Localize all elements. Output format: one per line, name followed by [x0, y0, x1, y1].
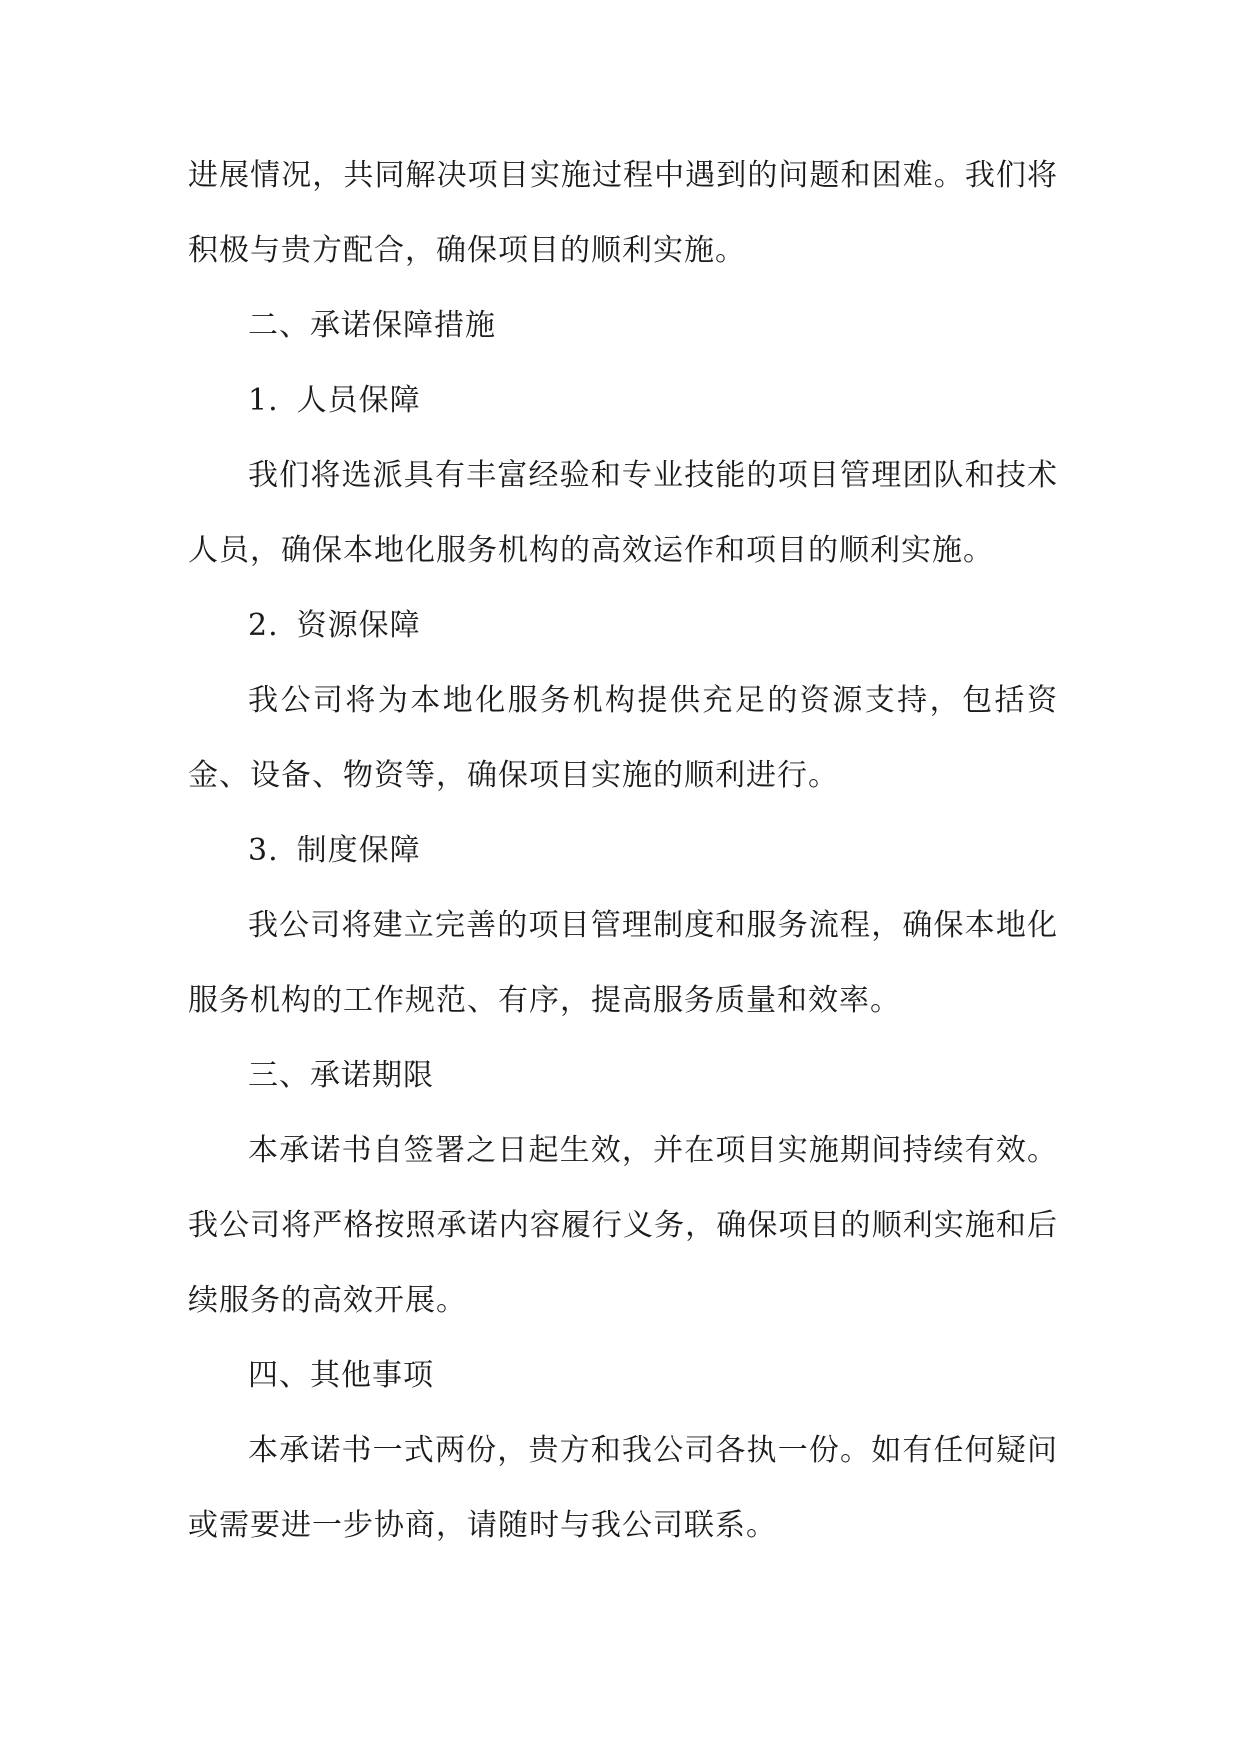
item-2-title: 资源保障 — [296, 608, 421, 643]
item-1-title: 人员保障 — [296, 383, 421, 418]
item-1-heading — [188, 363, 1058, 438]
section-4-heading: 四、其他事项 — [248, 1358, 434, 1393]
item-3-number: 3. — [248, 833, 279, 868]
continuation-paragraph: 进展情况，共同解决项目实施过程中遇到的问题和困难。我们将积极与贵方配合，确保项目的顺利实施。 — [188, 158, 1058, 268]
item-2-body: 我公司将为本地化服务机构提供充足的资源支持，包括资金、设备、物资等，确保项目实施的顺利进行。 — [188, 683, 1058, 793]
section-2-heading: 二、承诺保障措施 — [248, 308, 496, 343]
item-3-heading — [188, 813, 1058, 888]
item-3-title: 制度保障 — [296, 833, 421, 868]
section-3-body: 本承诺书自签署之日起生效，并在项目实施期间持续有效。我公司将严格按照承诺内容履行义务，确保项目的顺利实施和后续服务的高效开展。 — [188, 1133, 1058, 1318]
item-2-heading — [188, 588, 1058, 663]
item-1-body: 我们将选派具有丰富经验和专业技能的项目管理团队和技术人员，确保本地化服务机构的高效运作和项目的顺利实施。 — [188, 458, 1058, 568]
document-page — [188, 138, 1058, 1563]
item-1-number: 1. — [248, 383, 279, 418]
item-2-number: 2. — [248, 608, 279, 643]
section-4-body: 本承诺书一式两份，贵方和我公司各执一份。如有任何疑问或需要进一步协商，请随时与我公司联系。 — [188, 1433, 1058, 1543]
item-3-body: 我公司将建立完善的项目管理制度和服务流程，确保本地化服务机构的工作规范、有序，提高服务质量和效率。 — [188, 908, 1058, 1018]
section-3-heading: 三、承诺期限 — [248, 1058, 434, 1093]
